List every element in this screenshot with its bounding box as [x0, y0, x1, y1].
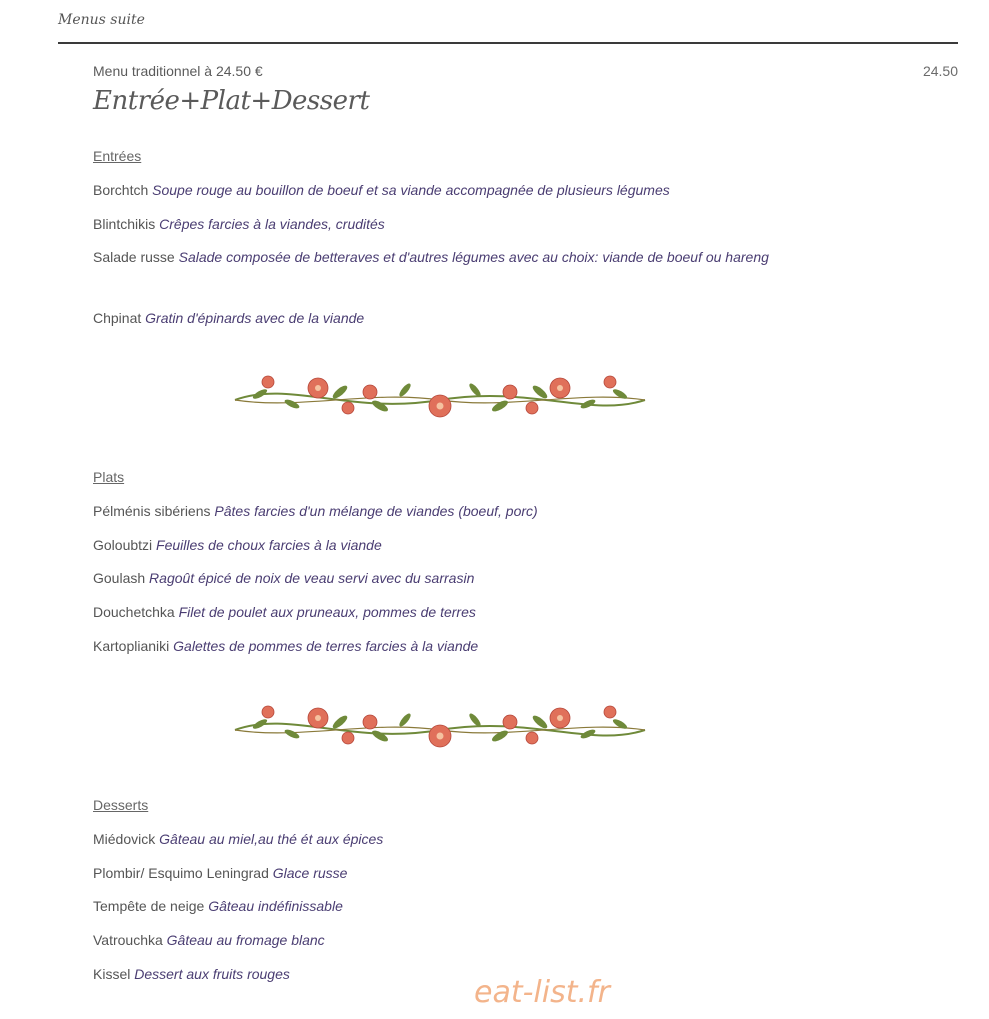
dish-name: Plombir/ Esquimo Leningrad [93, 865, 269, 881]
dish-name: Miédovick [93, 831, 156, 847]
dish-description: Glace russe [272, 865, 348, 881]
section-title-entrees: Entrées [93, 148, 142, 164]
dish-description: Pâtes farcies d'un mélange de viandes (boeuf, porc) [214, 503, 538, 519]
floral-garland-icon [230, 700, 650, 756]
dish-item [93, 927, 783, 954]
dish-name: Blintchikis [93, 216, 156, 232]
dish-name: Salade russe [93, 249, 175, 265]
dish-name: Goulash [93, 570, 146, 586]
dish-item [93, 893, 783, 920]
dish-item [93, 599, 783, 626]
section-title-desserts: Desserts [93, 797, 149, 813]
dish-name: Pélménis sibériens [93, 503, 211, 519]
dish-item [93, 826, 783, 853]
dish-item [93, 633, 783, 660]
dish-description: Salade composée de betteraves et d'autres légumes avec au choix: viande de boeuf ou hareng [178, 249, 769, 265]
header-divider [58, 42, 958, 44]
menu-name: Menu traditionnel à 24.50 € [93, 63, 263, 79]
dish-description: Gratin d'épinards avec de la viande [145, 310, 365, 326]
dish-name: Kissel [93, 966, 131, 982]
dish-description: Filet de poulet aux pruneaux, pommes de terres [178, 604, 476, 620]
dish-description: Ragoût épicé de noix de veau servi avec du sarrasin [149, 570, 475, 586]
floral-garland-icon [230, 370, 650, 426]
dish-description: Dessert aux fruits rouges [134, 966, 290, 982]
section-title-plats: Plats [93, 469, 125, 485]
dish-description: Galettes de pommes de terres farcies à la viande [173, 638, 479, 654]
dish-item [93, 177, 783, 204]
dish-description: Feuilles de choux farcies à la viande [156, 537, 382, 553]
watermark: eat-list.fr [474, 975, 610, 1010]
menu-price: 24.50 [922, 63, 958, 79]
dish-name: Chpinat [93, 310, 142, 326]
dish-description: Gâteau indéfinissable [208, 898, 343, 914]
dish-name: Goloubtzi [93, 537, 153, 553]
dish-description: Gâteau au fromage blanc [166, 932, 325, 948]
dish-name: Vatrouchka [93, 932, 163, 948]
dish-item [93, 961, 783, 988]
dish-name: Kartoplianiki [93, 638, 170, 654]
dish-name: Douchetchka [93, 604, 175, 620]
dish-name: Tempête de neige [93, 898, 205, 914]
header-title: Menus suite [58, 12, 145, 28]
dish-description: Soupe rouge au bouillon de boeuf et sa viande accompagnée de plusieurs légumes [152, 182, 670, 198]
menu-subtitle: Entrée+Plat+Dessert [93, 86, 370, 116]
dish-item [93, 305, 783, 332]
dish-item [93, 498, 783, 525]
dish-item [93, 565, 783, 592]
dish-item [93, 244, 783, 271]
dish-item [93, 860, 783, 887]
dish-name: Borchtch [93, 182, 149, 198]
dish-description: Gâteau au miel,au thé ét aux épices [159, 831, 384, 847]
dish-description: Crêpes farcies à la viandes, crudités [159, 216, 385, 232]
dish-item [93, 211, 783, 238]
dish-item [93, 532, 783, 559]
